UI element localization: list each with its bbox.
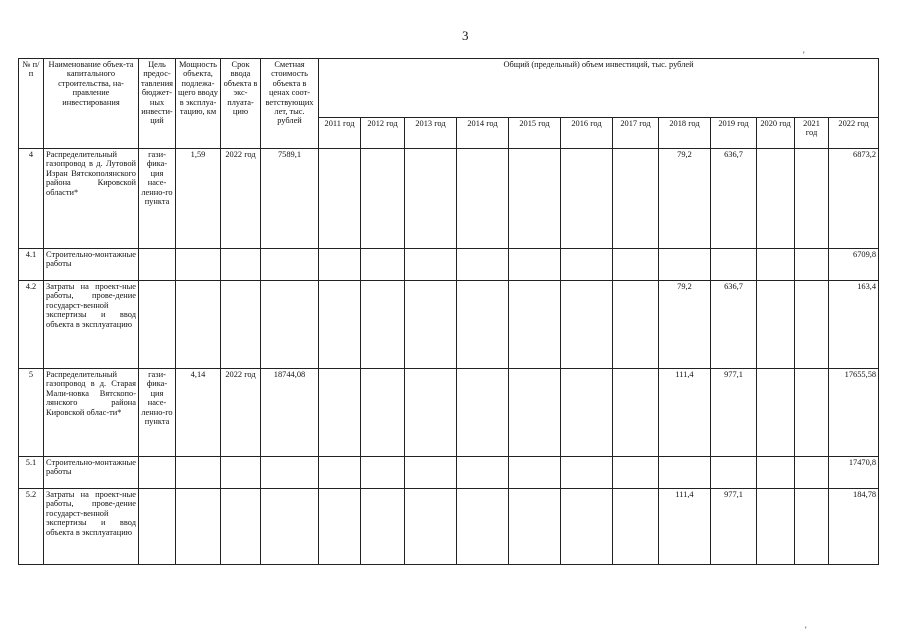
header-purpose: Цель предос-тавления бюджет-ных инвести-ций <box>139 59 176 149</box>
term-cell: 2022 год <box>221 369 261 457</box>
row-number: 4.1 <box>19 249 44 281</box>
object-name: Строительно-монтажные работы <box>44 457 139 489</box>
value-cell <box>757 249 795 281</box>
term-cell <box>221 457 261 489</box>
cost-cell <box>261 281 319 369</box>
capacity-cell: 4,14 <box>176 369 221 457</box>
year-header: 2018 год <box>659 118 711 149</box>
value-cell <box>561 249 613 281</box>
value-cell <box>561 489 613 565</box>
value-cell <box>757 489 795 565</box>
purpose-cell: гази-фика-ция насе-ленно-го пункта <box>139 149 176 249</box>
value-cell: 17470,8 <box>829 457 879 489</box>
term-cell <box>221 489 261 565</box>
value-cell <box>613 369 659 457</box>
value-cell <box>509 149 561 249</box>
capacity-cell <box>176 249 221 281</box>
value-cell <box>361 457 405 489</box>
value-cell: 977,1 <box>711 369 757 457</box>
cost-cell: 7589,1 <box>261 149 319 249</box>
capacity-cell <box>176 281 221 369</box>
value-cell <box>561 369 613 457</box>
value-cell: 636,7 <box>711 149 757 249</box>
value-cell <box>457 149 509 249</box>
value-cell <box>795 149 829 249</box>
value-cell <box>361 281 405 369</box>
value-cell <box>757 369 795 457</box>
object-name: Строительно-монтажные работы <box>44 249 139 281</box>
value-cell <box>659 457 711 489</box>
value-cell <box>457 281 509 369</box>
value-cell <box>711 249 757 281</box>
year-header: 2012 год <box>361 118 405 149</box>
year-header: 2013 год <box>405 118 457 149</box>
year-header: 2019 год <box>711 118 757 149</box>
year-header: 2021 год <box>795 118 829 149</box>
value-cell <box>319 249 361 281</box>
value-cell <box>319 457 361 489</box>
page-number: 3 <box>462 28 469 43</box>
object-name: Распределительный газопровод в д. Старая Мали-новка Вятскопо-лянского района Кировской облас-ти* <box>44 369 139 457</box>
value-cell <box>613 281 659 369</box>
value-cell <box>509 489 561 565</box>
value-cell <box>361 369 405 457</box>
value-cell <box>795 249 829 281</box>
value-cell <box>405 281 457 369</box>
cost-cell: 18744,08 <box>261 369 319 457</box>
value-cell <box>795 457 829 489</box>
term-cell <box>221 249 261 281</box>
value-cell <box>711 457 757 489</box>
value-cell: 111,4 <box>659 489 711 565</box>
value-cell <box>509 369 561 457</box>
cost-cell <box>261 457 319 489</box>
value-cell: 111,4 <box>659 369 711 457</box>
table-row <box>19 369 879 457</box>
value-cell <box>613 489 659 565</box>
year-header: 2022 год <box>829 118 879 149</box>
purpose-cell <box>139 281 176 369</box>
value-cell <box>509 249 561 281</box>
capacity-cell <box>176 457 221 489</box>
value-cell <box>613 149 659 249</box>
purpose-cell <box>139 457 176 489</box>
year-header: 2014 год <box>457 118 509 149</box>
term-cell: 2022 год <box>221 149 261 249</box>
value-cell: 163,4 <box>829 281 879 369</box>
value-cell <box>457 457 509 489</box>
row-number: 4 <box>19 149 44 249</box>
value-cell <box>361 249 405 281</box>
row-number: 5 <box>19 369 44 457</box>
value-cell: 636,7 <box>711 281 757 369</box>
value-cell <box>405 489 457 565</box>
purpose-cell <box>139 249 176 281</box>
capacity-cell <box>176 489 221 565</box>
value-cell <box>405 149 457 249</box>
value-cell: 184,78 <box>829 489 879 565</box>
value-cell: 6709,8 <box>829 249 879 281</box>
value-cell: 6873,2 <box>829 149 879 249</box>
value-cell <box>613 249 659 281</box>
value-cell: 79,2 <box>659 149 711 249</box>
row-number: 5.2 <box>19 489 44 565</box>
table-row <box>19 149 879 249</box>
year-header: 2015 год <box>509 118 561 149</box>
capacity-cell: 1,59 <box>176 149 221 249</box>
year-header: 2020 год <box>757 118 795 149</box>
value-cell <box>561 281 613 369</box>
value-cell: 977,1 <box>711 489 757 565</box>
value-cell: 17655,58 <box>829 369 879 457</box>
value-cell <box>319 489 361 565</box>
header-term: Срок ввода объекта в экс-плуата-цию <box>221 59 261 149</box>
object-name: Затраты на проект-ные работы, прове-дение государст-венной экспертизы и ввод объекта в эксплуатацию <box>44 281 139 369</box>
header-cost: Сметная стоимость объекта в ценах соот-ветствующих лет, тыс. рублей <box>261 59 319 149</box>
value-cell <box>319 369 361 457</box>
value-cell <box>457 249 509 281</box>
header-num: № п/п <box>19 59 44 149</box>
header-investment: Общий (предельный) объем инвестиций, тыс. рублей <box>319 59 879 118</box>
header-name: Наименование объек-та капитального строительства, на-правление инвестирования <box>44 59 139 149</box>
value-cell <box>361 489 405 565</box>
object-name: Затраты на проект-ные работы, прове-дение государст-венной экспертизы и ввод объекта в эксплуатацию <box>44 489 139 565</box>
cost-cell <box>261 489 319 565</box>
row-number: 5.1 <box>19 457 44 489</box>
table-row <box>19 489 879 565</box>
table-row <box>19 249 879 281</box>
value-cell <box>659 249 711 281</box>
value-cell: 79,2 <box>659 281 711 369</box>
value-cell <box>757 281 795 369</box>
value-cell <box>457 489 509 565</box>
term-cell <box>221 281 261 369</box>
value-cell <box>795 369 829 457</box>
value-cell <box>405 249 457 281</box>
investment-table <box>18 58 879 565</box>
year-header: 2016 год <box>561 118 613 149</box>
value-cell <box>319 281 361 369</box>
purpose-cell: гази-фика-ция насе-ленно-го пункта <box>139 369 176 457</box>
value-cell <box>319 149 361 249</box>
cost-cell <box>261 249 319 281</box>
value-cell <box>757 457 795 489</box>
row-number: 4.2 <box>19 281 44 369</box>
header-capacity: Мощность объекта, подлежа-щего вводу в эксплуа-тацию, км <box>176 59 221 149</box>
value-cell <box>561 149 613 249</box>
value-cell <box>795 281 829 369</box>
value-cell <box>613 457 659 489</box>
value-cell <box>795 489 829 565</box>
value-cell <box>561 457 613 489</box>
table-row <box>19 281 879 369</box>
table-row <box>19 457 879 489</box>
value-cell <box>509 281 561 369</box>
year-header: 2011 год <box>319 118 361 149</box>
purpose-cell <box>139 489 176 565</box>
value-cell <box>457 369 509 457</box>
scan-mark: ' <box>805 625 807 635</box>
header-row <box>19 59 879 118</box>
value-cell <box>757 149 795 249</box>
year-header: 2017 год <box>613 118 659 149</box>
scan-mark: ' <box>803 50 805 60</box>
value-cell <box>405 457 457 489</box>
value-cell <box>405 369 457 457</box>
value-cell <box>361 149 405 249</box>
object-name: Распределительный газопровод в д. Лутовой Изран Вятскополянского района Кировской области* <box>44 149 139 249</box>
value-cell <box>509 457 561 489</box>
